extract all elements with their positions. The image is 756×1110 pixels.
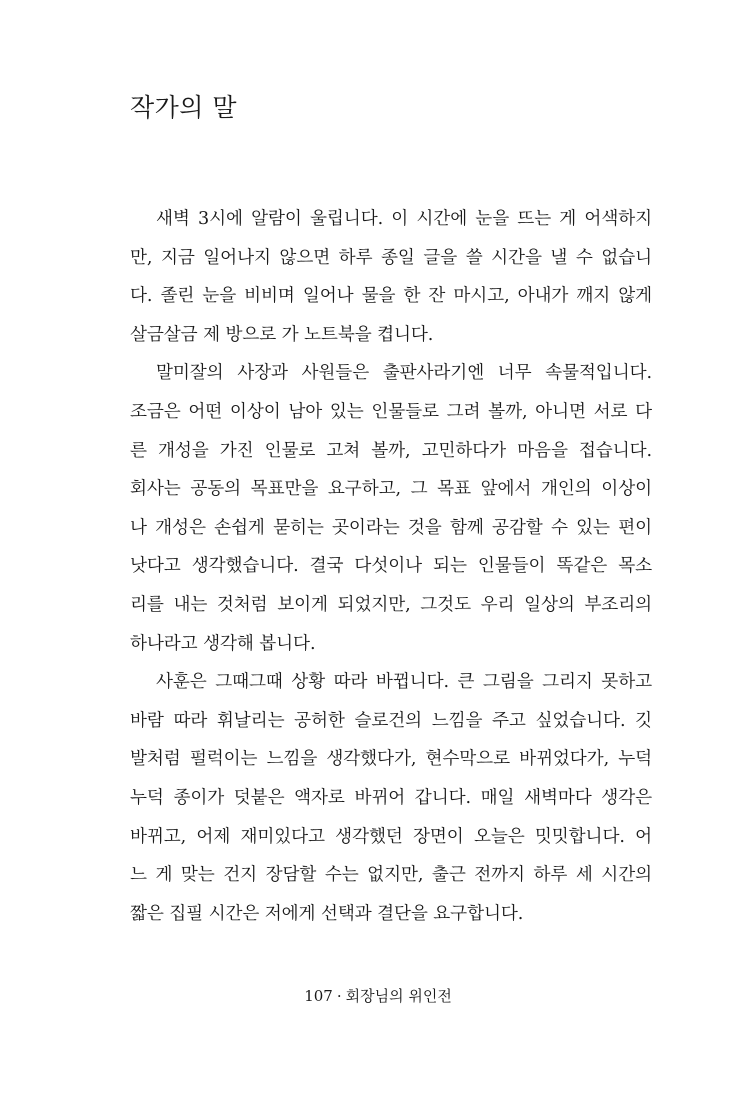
text-line: 만, 지금 일어나지 않으면 하루 종일 글을 쓸 시간을 낼 수 없습니 xyxy=(130,247,652,268)
page-number: 107 xyxy=(304,987,333,1005)
text-line: 리를 내는 것처럼 보이게 되었지만, 그것도 우리 일상의 부조리의 xyxy=(130,594,652,615)
text-line: 짧은 집필 시간은 저에게 선택과 결단을 요구합니다. xyxy=(130,903,524,924)
text-line: 누덕 종이가 덧붙은 액자로 바뀌어 갑니다. 매일 새벽마다 생각은 xyxy=(130,787,652,808)
text-line: 바뀌고, 어제 재미있다고 생각했던 장면이 오늘은 밋밋합니다. 어 xyxy=(130,826,652,847)
text-line: 발처럼 펄럭이는 느낌을 생각했다가, 현수막으로 바뀌었다가, 누덕 xyxy=(130,749,652,770)
text-line: 회사는 공동의 목표만을 요구하고, 그 목표 앞에서 개인의 이상이 xyxy=(130,479,652,500)
text-line: 하나라고 생각해 봅니다. xyxy=(130,633,316,654)
running-title: 회장님의 위인전 xyxy=(345,987,452,1005)
text-line: 새벽 3시에 알람이 울립니다. 이 시간에 눈을 뜨는 게 어색하지 xyxy=(156,209,652,229)
text-line: 른 개성을 가진 인물로 고쳐 볼까, 고민하다가 마음을 접습니다. xyxy=(130,440,652,461)
text-line: 느 게 맞는 건지 장담할 수는 없지만, 출근 전까지 하루 세 시간의 xyxy=(130,865,652,886)
body-text xyxy=(130,200,652,933)
text-line: 사훈은 그때그때 상황 따라 바뀝니다. 큰 그림을 그리지 못하고 xyxy=(156,672,652,693)
text-line: 바람 따라 휘날리는 공허한 슬로건의 느낌을 주고 싶었습니다. 깃 xyxy=(130,710,652,731)
footer-separator: · xyxy=(336,987,342,1005)
text-line: 조금은 어떤 이상이 남아 있는 인물들로 그려 볼까, 아니면 서로 다 xyxy=(130,401,652,422)
text-line: 낫다고 생각했습니다. 결국 다섯이나 되는 인물들이 똑같은 목소 xyxy=(130,556,652,577)
text-line: 나 개성은 손쉽게 묻히는 곳이라는 것을 함께 공감할 수 있는 편이 xyxy=(130,517,652,538)
text-line: 말미잘의 사장과 사원들은 출판사라기엔 너무 속물적입니다. xyxy=(156,363,652,384)
page-footer xyxy=(0,985,756,1006)
text-line: 살금살금 제 방으로 가 노트북을 켭니다. xyxy=(130,324,434,345)
page-title: 작가의 말 xyxy=(130,93,238,122)
text-line: 다. 졸린 눈을 비비며 일어나 물을 한 잔 마시고, 아내가 깨지 않게 xyxy=(130,286,652,307)
